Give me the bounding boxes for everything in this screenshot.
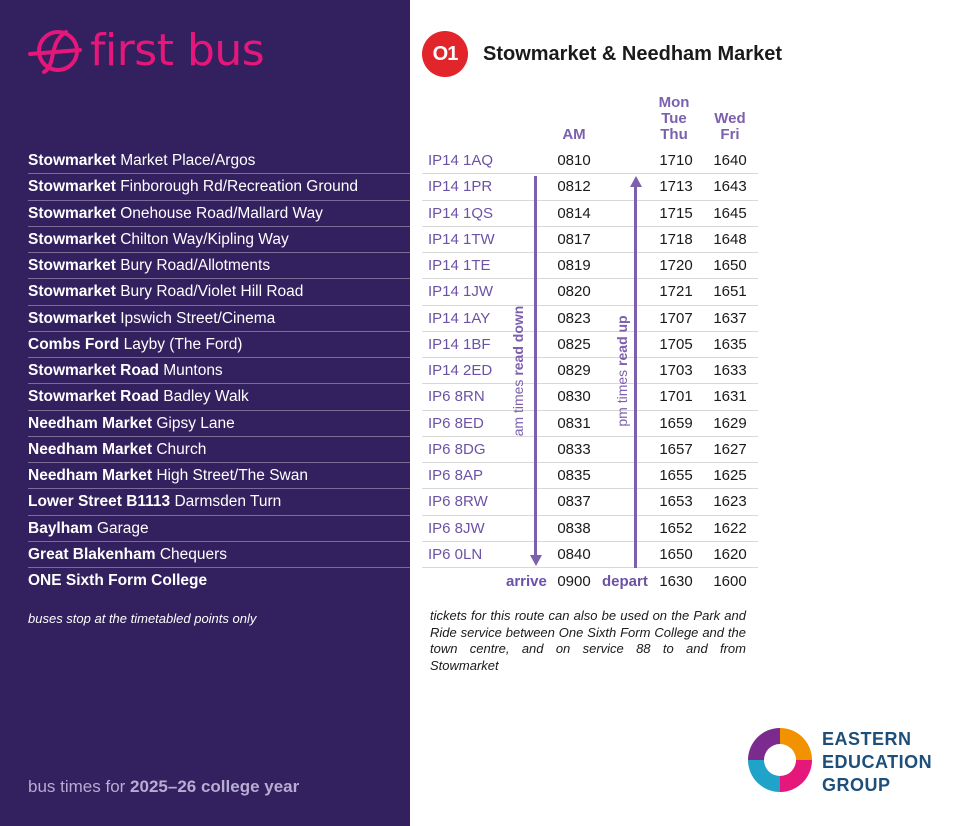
table-row — [422, 253, 758, 279]
stop-detail: Chilton Way/Kipling Way — [120, 230, 289, 248]
depart-label: depart — [602, 573, 648, 590]
wf-time: 1625 — [713, 467, 747, 484]
am-time: 0837 — [557, 493, 591, 511]
footer-year: 2025–26 college year — [130, 777, 300, 796]
table-row — [422, 463, 758, 489]
stop-detail: Ipswich Street/Cinema — [120, 309, 276, 327]
stop-row — [28, 148, 410, 174]
table-row — [422, 437, 758, 463]
stop-place: Needham Market — [28, 440, 153, 458]
mtt-time: 1720 — [659, 257, 693, 274]
mtt-time: 1655 — [659, 467, 693, 484]
am-time: 0819 — [557, 257, 591, 274]
postcode: IP14 1AQ — [428, 152, 494, 169]
am-time: 0823 — [557, 309, 591, 327]
wf-time: 1627 — [713, 440, 747, 458]
stop-row — [28, 358, 410, 384]
stop-detail: Finborough Rd/Recreation Ground — [120, 178, 358, 196]
eeg-line-2: EDUCATION — [822, 752, 933, 772]
wf-time: 1623 — [713, 493, 747, 511]
stop-place: Stowmarket — [28, 257, 116, 274]
pm-read-up-label — [614, 301, 630, 441]
stop-detail: Badley Walk — [163, 388, 249, 406]
am-time: 0833 — [557, 440, 591, 458]
stop-row — [28, 201, 410, 227]
brand-name: first bus — [90, 25, 265, 76]
table-row — [422, 542, 758, 568]
wf-time: 1637 — [713, 309, 747, 327]
wf-time: 1648 — [713, 230, 747, 248]
col-head-mon-tue-thu — [646, 95, 702, 143]
stop-row — [28, 227, 410, 253]
mtt-time: 1715 — [659, 204, 693, 222]
stop-row — [28, 279, 410, 305]
stop-row — [28, 489, 410, 515]
stop-row — [28, 437, 410, 463]
stop-detail: High Street/The Swan — [156, 467, 308, 484]
table-row — [422, 279, 758, 305]
postcode: IP6 8RW — [428, 493, 488, 511]
stop-row — [28, 411, 410, 437]
wf-time: 1650 — [713, 257, 747, 274]
mtt-time: 1657 — [659, 440, 693, 458]
am-time: 0820 — [557, 283, 591, 301]
postcode: IP6 8JW — [428, 519, 485, 537]
timetable-grid — [422, 148, 758, 568]
stop-place: Stowmarket — [28, 230, 116, 248]
stop-row — [28, 332, 410, 358]
stop-detail: Onehouse Road/Mallard Way — [120, 204, 323, 222]
am-time: 0825 — [557, 335, 591, 353]
pm-label-prefix: pm times — [614, 365, 630, 427]
am-time: 0840 — [557, 545, 591, 563]
route-title: Stowmarket & Needham Market — [483, 43, 782, 65]
wf-time: 1629 — [713, 414, 747, 432]
am-time: 0810 — [557, 152, 591, 169]
stop-place: Stowmarket Road — [28, 362, 159, 379]
final-wf-time: 1600 — [713, 573, 747, 590]
am-time: 0814 — [557, 204, 591, 222]
stop-place: ONE Sixth Form College — [28, 572, 208, 589]
col-head-am: AM — [562, 126, 586, 143]
stop-detail: Garage — [96, 519, 149, 537]
stop-row — [28, 542, 410, 568]
table-row — [422, 201, 758, 227]
stop-detail: Bury Road/Allotments — [120, 257, 271, 274]
postcode: IP14 1BF — [428, 335, 491, 353]
wf-time: 1622 — [713, 519, 747, 537]
stop-place: Needham Market — [28, 414, 153, 432]
am-arrow-line — [534, 176, 537, 558]
final-am-time: 0900 — [557, 573, 591, 590]
stop-place: Stowmarket — [28, 152, 116, 169]
am-time: 0835 — [557, 467, 591, 484]
wf-time: 1633 — [713, 362, 747, 379]
col-head-thu: Thu — [660, 126, 688, 143]
am-read-down-label — [510, 301, 526, 441]
pm-arrow-up-icon — [630, 176, 642, 187]
am-label-prefix: am times — [510, 375, 526, 437]
stop-row — [28, 516, 410, 542]
col-head-fri: Fri — [720, 126, 740, 143]
col-head-mon: Mon — [658, 94, 690, 111]
stop-row — [28, 463, 410, 489]
stop-detail: Darmsden Turn — [174, 493, 282, 511]
stop-row-final — [28, 568, 410, 594]
wf-time: 1640 — [713, 152, 747, 169]
am-arrow-down-icon — [530, 555, 542, 566]
mtt-time: 1705 — [659, 335, 693, 353]
stop-row — [28, 174, 410, 200]
am-time: 0830 — [557, 388, 591, 406]
table-row — [422, 148, 758, 174]
stop-place: Great Blakenham — [28, 545, 156, 563]
mtt-time: 1650 — [659, 545, 693, 563]
postcode: IP6 8RN — [428, 388, 485, 406]
mtt-time: 1659 — [659, 414, 693, 432]
postcode: IP14 1TW — [428, 230, 495, 248]
arrive-label: arrive — [506, 573, 547, 590]
stop-place: Stowmarket Road — [28, 388, 159, 406]
mtt-time: 1713 — [659, 178, 693, 196]
mtt-time: 1652 — [659, 519, 693, 537]
col-head-wed: Wed — [714, 110, 746, 127]
mtt-time: 1718 — [659, 230, 693, 248]
stop-detail: Market Place/Argos — [120, 152, 256, 169]
first-bus-logo — [26, 26, 264, 76]
stop-place: Stowmarket — [28, 283, 116, 301]
postcode: IP6 0LN — [428, 545, 483, 563]
col-head-tue: Tue — [661, 110, 687, 127]
stop-detail: Gipsy Lane — [156, 414, 235, 432]
postcode: IP6 8AP — [428, 467, 484, 484]
stop-list — [28, 148, 410, 594]
wf-time: 1645 — [713, 204, 747, 222]
wf-time: 1631 — [713, 388, 747, 406]
footer-prefix: bus times for — [28, 777, 131, 796]
college-year-footer — [28, 777, 299, 797]
eeg-line-3: GROUP — [822, 775, 891, 795]
first-bus-logo-icon — [26, 26, 86, 76]
stop-place: Stowmarket — [28, 309, 116, 327]
table-row — [422, 516, 758, 542]
stops-note: buses stop at the timetabled points only — [28, 611, 257, 626]
table-row — [422, 489, 758, 515]
wf-time: 1620 — [713, 545, 747, 563]
postcode: IP14 1JW — [428, 283, 494, 301]
wf-time: 1643 — [713, 178, 747, 196]
pm-label-bold: read up — [614, 315, 630, 366]
table-row — [422, 358, 758, 384]
am-time: 0831 — [557, 414, 591, 432]
eeg-wordmark — [822, 728, 932, 797]
stop-place: Stowmarket — [28, 178, 116, 196]
wf-time: 1651 — [713, 283, 747, 301]
wf-time: 1635 — [713, 335, 747, 353]
eeg-line-1: EASTERN — [822, 729, 912, 749]
final-mtt-time: 1630 — [659, 573, 693, 590]
mtt-time: 1707 — [659, 309, 693, 327]
stop-place: Lower Street B1113 — [28, 493, 171, 511]
table-row — [422, 411, 758, 437]
am-time: 0829 — [557, 362, 591, 379]
postcode: IP14 2ED — [428, 362, 493, 379]
table-row — [422, 332, 758, 358]
stop-place: Stowmarket — [28, 204, 116, 222]
ticket-note: tickets for this route can also be used on the Park and Ride service between One Sixth Form College and the town centre, and on service 88 to and from Stowmarket — [430, 608, 746, 673]
am-time: 0812 — [557, 178, 591, 196]
mtt-time: 1653 — [659, 493, 693, 511]
table-row — [422, 174, 758, 200]
eeg-swirl-icon — [744, 724, 816, 796]
stop-place: Combs Ford — [28, 335, 120, 353]
table-row — [422, 227, 758, 253]
mtt-time: 1710 — [659, 152, 693, 169]
postcode: IP14 1AY — [428, 309, 491, 327]
table-row — [422, 306, 758, 332]
pm-arrow-line — [634, 186, 637, 568]
stop-detail: Layby (The Ford) — [123, 335, 243, 353]
stop-detail: Bury Road/Violet Hill Road — [120, 283, 304, 301]
col-head-wed-fri — [702, 111, 758, 143]
am-label-bold: read down — [510, 305, 526, 376]
stop-detail: Chequers — [159, 545, 228, 563]
route-badge: O1 — [422, 31, 468, 77]
stop-detail: Church — [156, 440, 207, 458]
stop-detail: Muntons — [163, 362, 223, 379]
mtt-time: 1721 — [659, 283, 693, 301]
mtt-time: 1701 — [659, 388, 693, 406]
stop-row — [28, 306, 410, 332]
postcode: IP6 8ED — [428, 414, 484, 432]
stop-row — [28, 253, 410, 279]
table-row — [422, 384, 758, 410]
final-stop-row — [422, 568, 758, 596]
stop-row — [28, 384, 410, 410]
am-time: 0817 — [557, 230, 591, 248]
stop-place: Baylham — [28, 519, 93, 537]
stop-place: Needham Market — [28, 467, 153, 484]
postcode: IP14 1TE — [428, 257, 491, 274]
postcode: IP14 1QS — [428, 204, 494, 222]
am-time: 0838 — [557, 519, 591, 537]
mtt-time: 1703 — [659, 362, 693, 379]
postcode: IP6 8DG — [428, 440, 486, 458]
postcode: IP14 1PR — [428, 178, 493, 196]
left-panel — [0, 0, 410, 826]
